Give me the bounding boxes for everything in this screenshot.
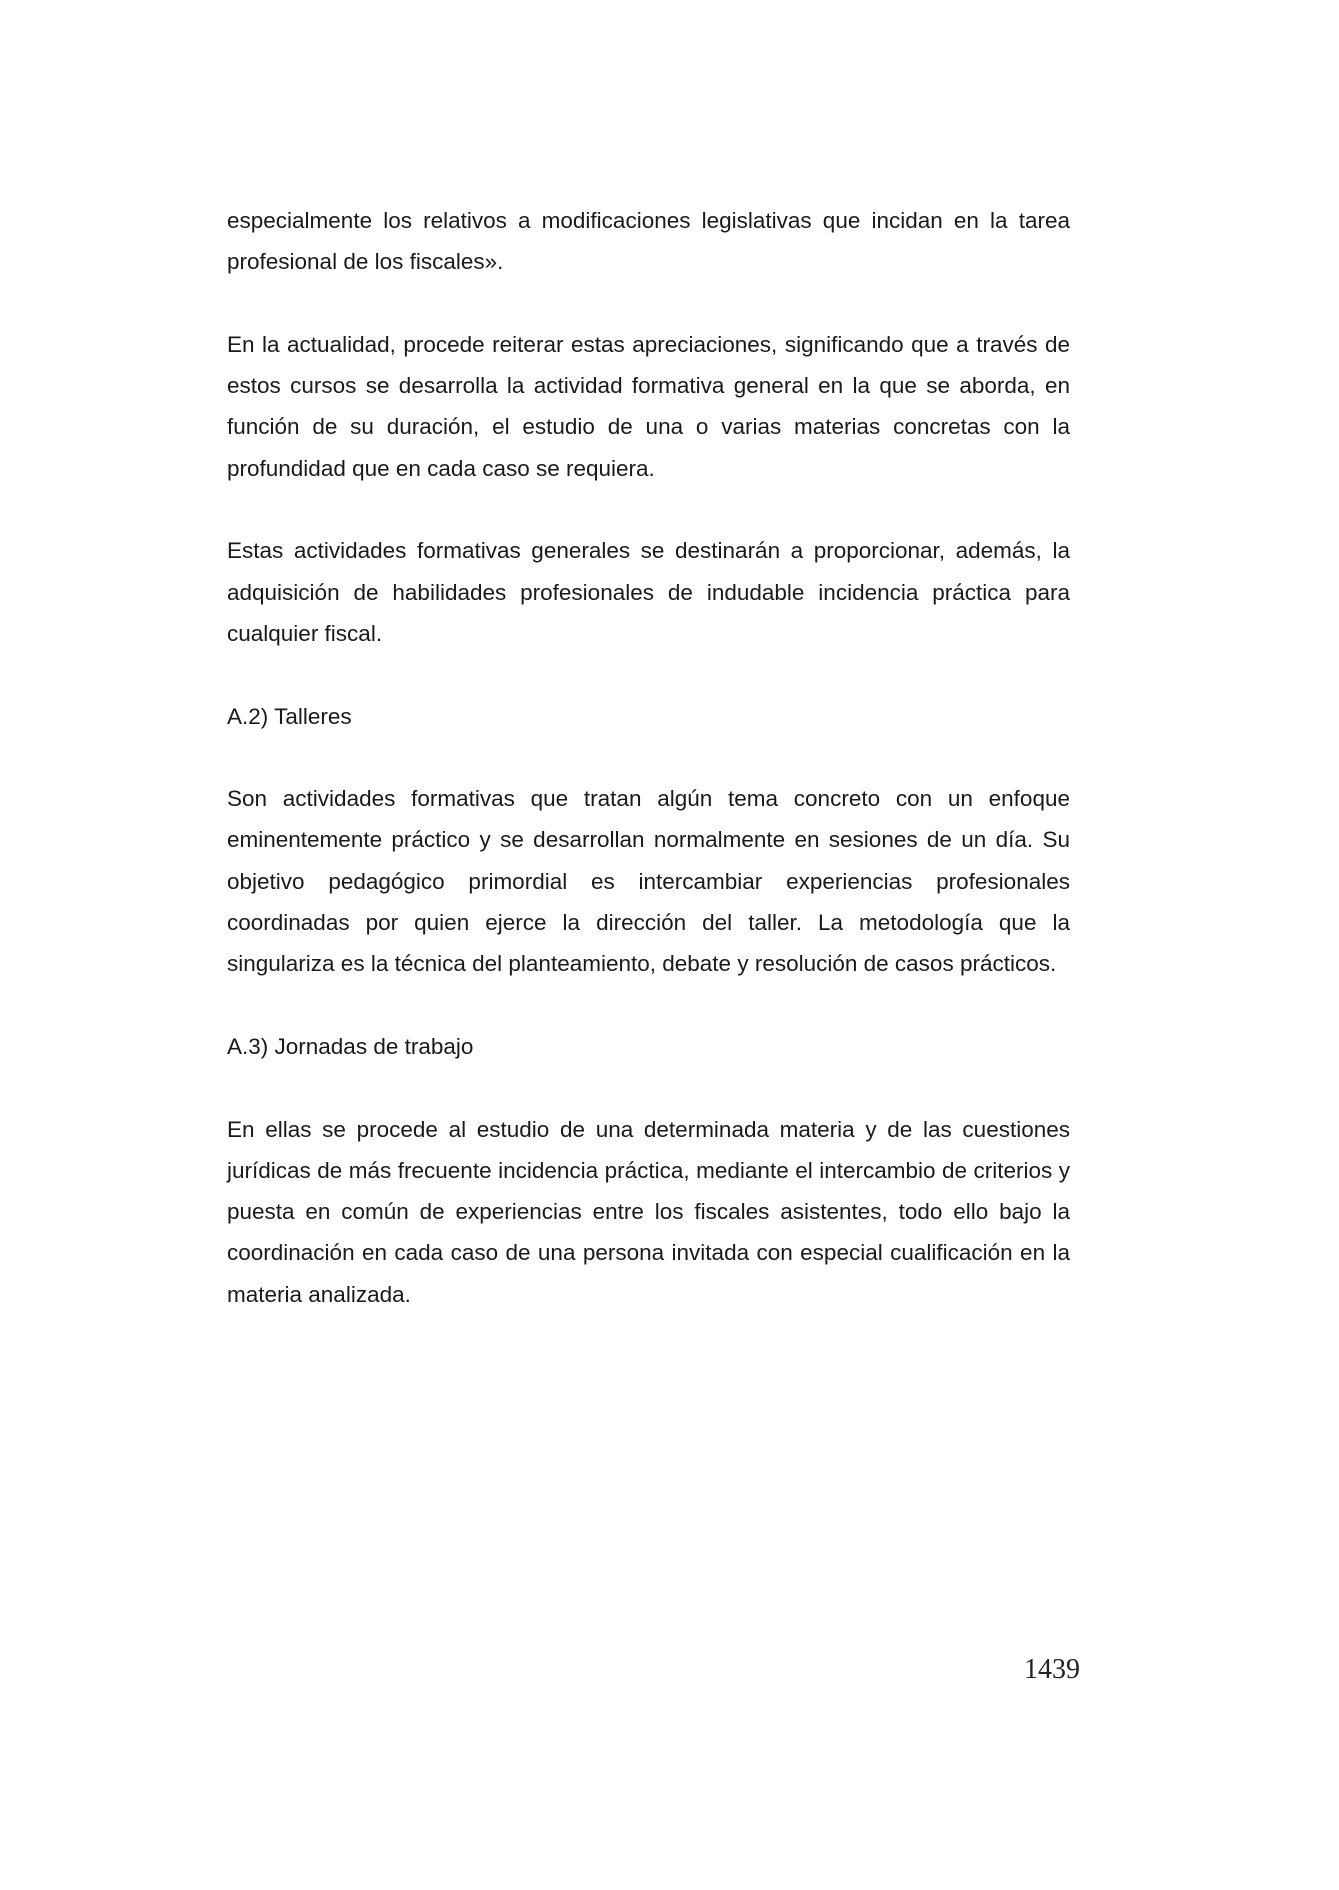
section-heading-jornadas: A.3) Jornadas de trabajo xyxy=(227,1033,474,1059)
section-heading-talleres: A.2) Talleres xyxy=(227,703,352,729)
page-body xyxy=(227,200,1070,1356)
paragraph-jornadas: En ellas se procede al estudio de una determinada materia y de las cuestiones jurídicas de más frecuente incidencia práctica, mediante el intercambio de criterios y puesta en común de experiencias entre los fiscales asistentes, todo ello bajo la coordinación en cada caso de una persona invitada con especial cualificación en la materia analizada. xyxy=(227,1116,1070,1307)
paragraph-talleres: Son actividades formativas que tratan algún tema concreto con un enfoque eminentemente práctico y se desarrollan normalmente en sesiones de un día. Su objetivo pedagógico primordial es intercambiar experiencias profesionales coordinadas por quien ejerce la dirección del taller. La metodología que la singulariza es la técnica del planteamiento, debate y resolución de casos prácticos. xyxy=(227,786,1070,977)
page-number: 1439 xyxy=(1024,1654,1080,1685)
paragraph-actualidad: En la actualidad, procede reiterar estas apreciaciones, significando que a través de estos cursos se desarrolla la actividad formativa general en la que se aborda, en función de su duración, el estudio de una o varias materias concretas con la profundidad que en cada caso se requiera. xyxy=(227,331,1070,481)
paragraph-actividades-generales: Estas actividades formativas generales se destinarán a proporcionar, además, la adquisición de habilidades profesionales de indudable incidencia práctica para cualquier fiscal. xyxy=(227,538,1070,646)
paragraph-continuation: especialmente los relativos a modificaciones legislativas que incidan en la tarea profesional de los fiscales». xyxy=(227,208,1070,275)
